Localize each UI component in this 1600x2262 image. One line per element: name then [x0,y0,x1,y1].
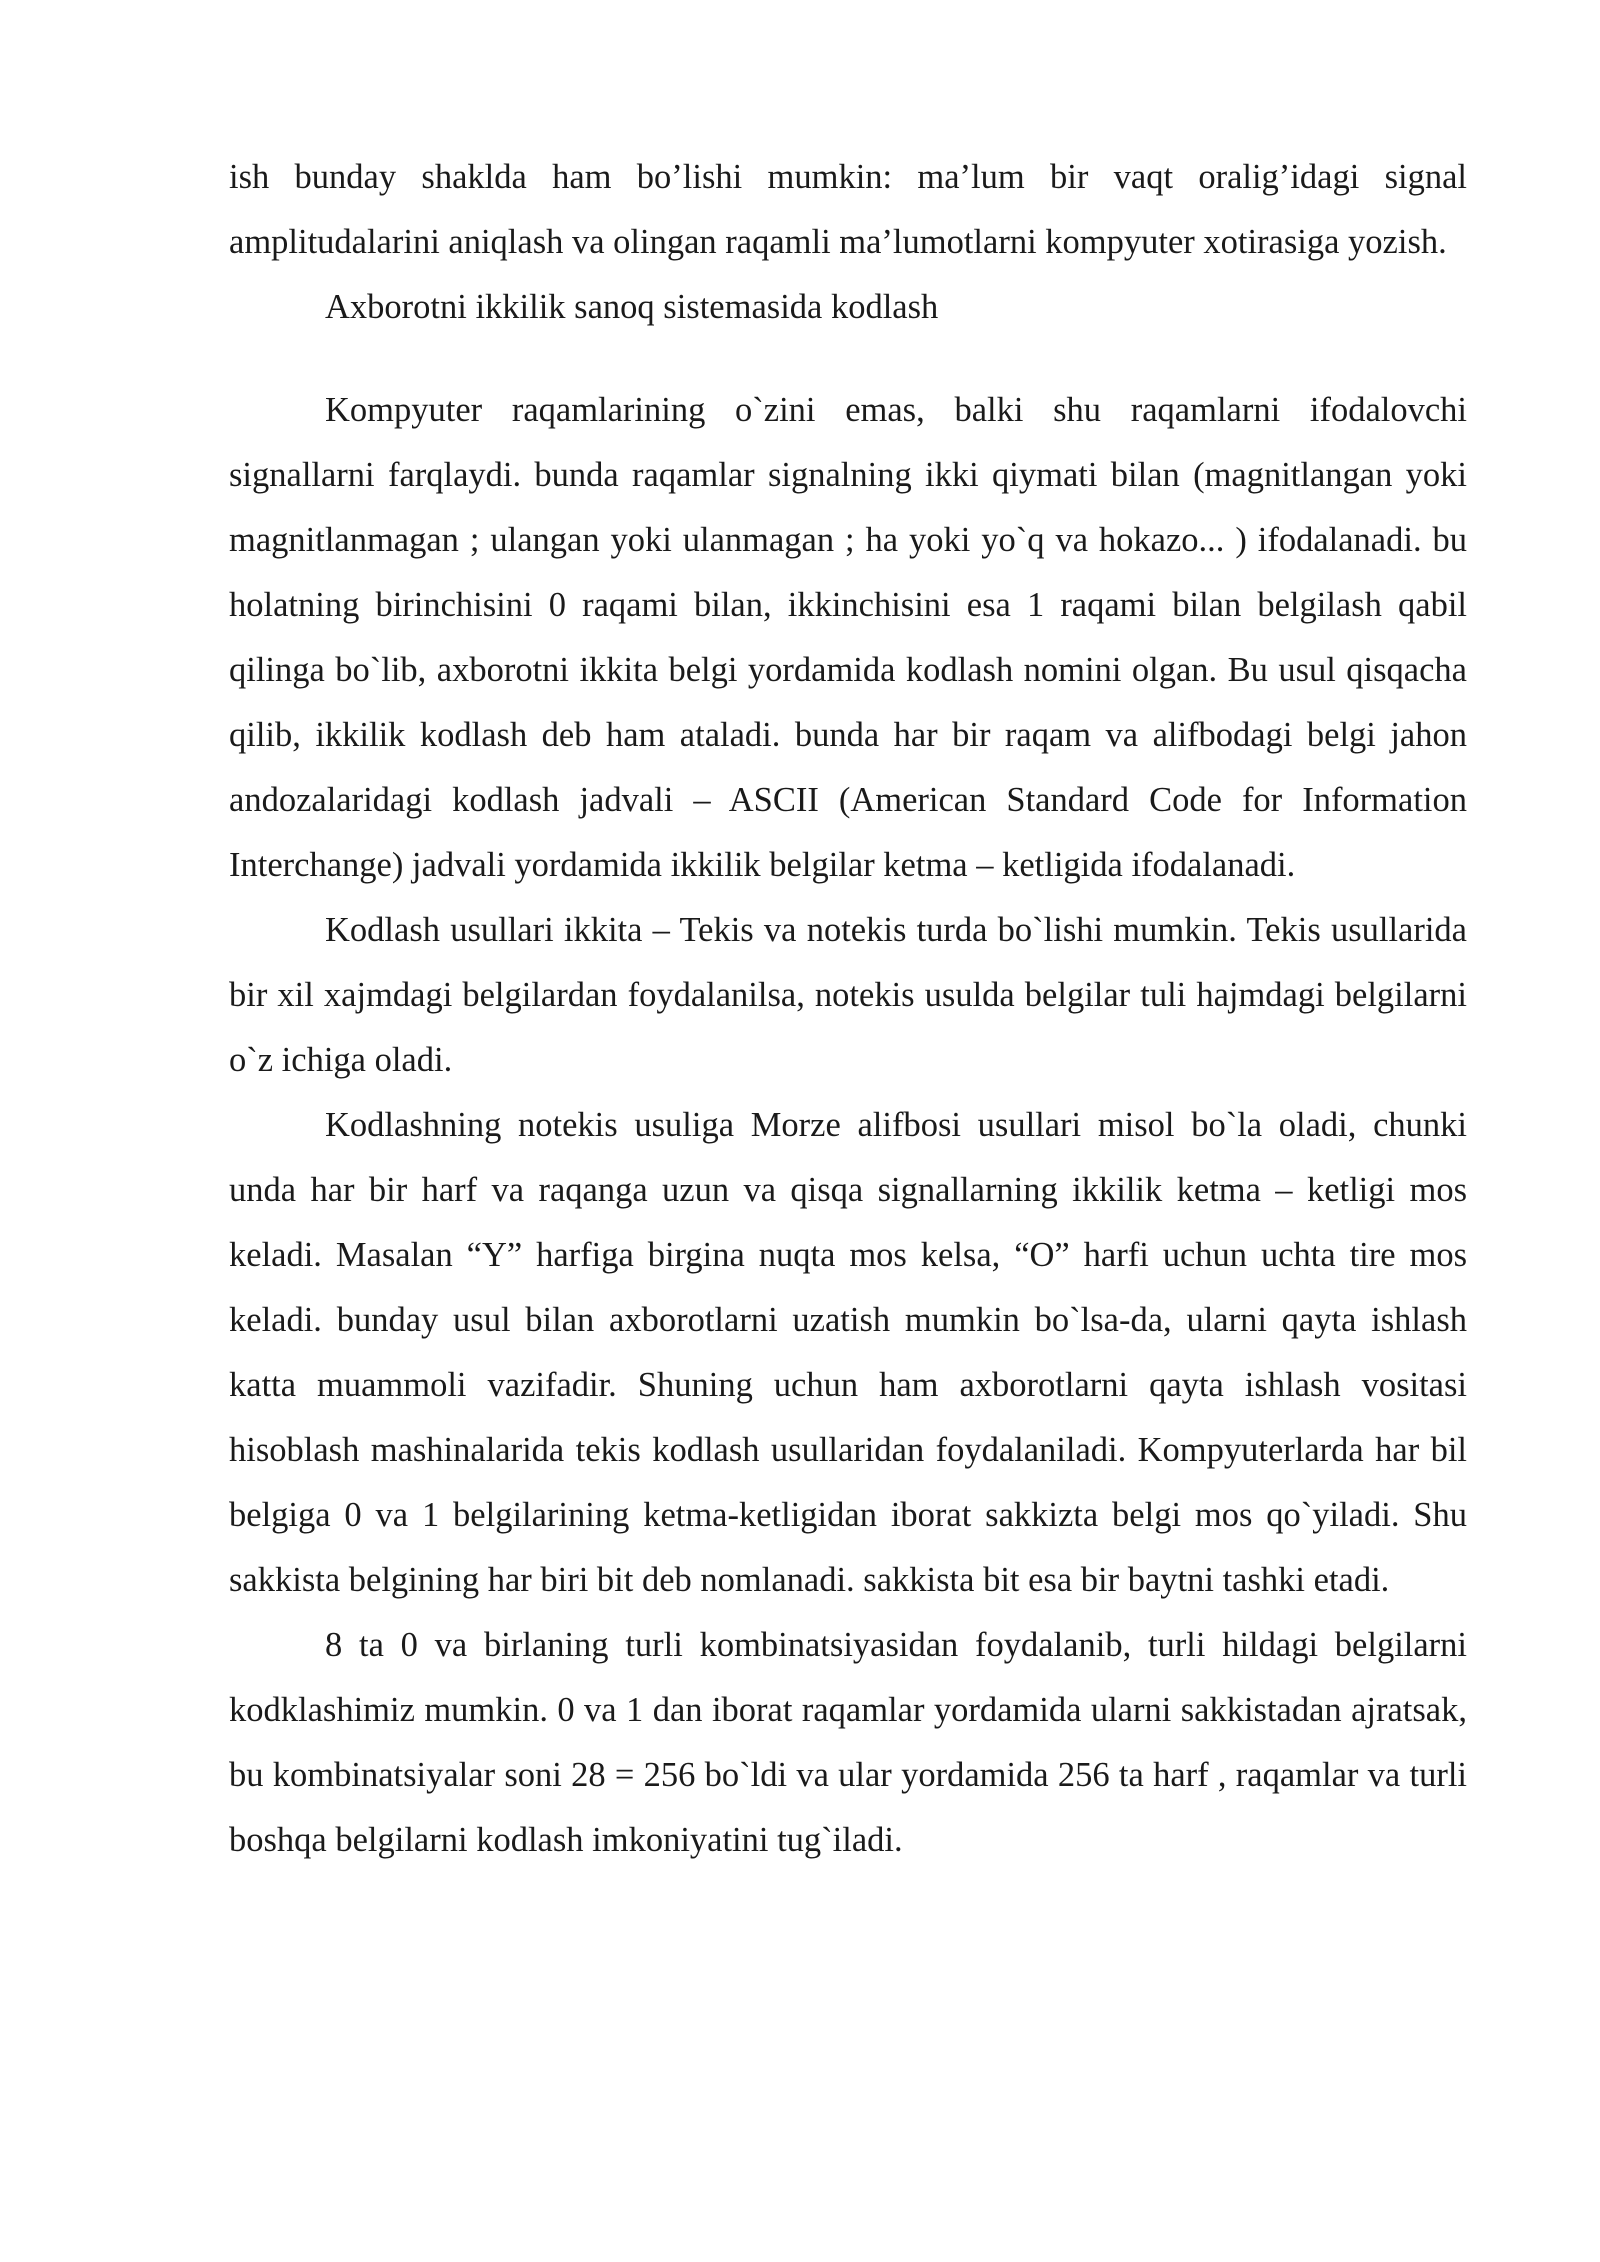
paragraph-continuation: ish bunday shaklda ham bo’lishi mumkin: ma’lum bir vaqt oralig’idagi signal amplitudalarini aniqlash va olingan raqamli ma’lumotlarni kompyuter xotirasiga yozish. [229,158,1467,261]
section-heading: Axborotni ikkilik sanoq sistemasida kodlash [325,288,939,326]
paragraph-bit-combinations: 8 ta 0 va birlaning turli kombinatsiyasidan foydalanib, turli hildagi belgilarni kodklashimiz mumkin. 0 va 1 dan iborat raqamlar yordamida ularni sakkistadan ajratsak, bu kombinatsiyalar soni 28 = 256 bo`ldi va ular yordamida 256 ta harf , raqamlar va turli boshqa belgilarni kodlash imkoniyatini tug`iladi. [229,1626,1467,1859]
document-body [229,145,1467,1873]
paragraph-morse-coding: Kodlashning notekis usuliga Morze alifbosi usullari misol bo`la oladi, chunki unda har bir harf va raqanga uzun va qisqa signallarning ikkilik ketma – ketligi mos keladi. Masalan “Y” harfiga birgina nuqta mos kelsa, “O” harfi uchun uchta tire mos keladi. bunday usul bilan axborotlarni uzatish mumkin bo`lsa-da, ularni qayta ishlash katta muammoli vazifadir. Shuning uchun ham axborotlarni qayta ishlash vositasi hisoblash mashinalarida tekis kodlash usullaridan foydalaniladi. Kompyuterlarda har bil belgiga 0 va 1 belgilarining ketma-ketligidan iborat sakkizta belgi mos qo`yiladi. Shu sakkista belgining har biri bit deb nomlanadi. sakkista bit esa bir baytni tashki etadi. [229,1106,1467,1599]
paragraph-coding-methods: Kodlash usullari ikkita – Tekis va notekis turda bo`lishi mumkin. Tekis usullarida bir xil xajmdagi belgilardan foydalanilsa, notekis usulda belgilar tuli hajmdagi belgilarni o`z ichiga oladi. [229,911,1467,1079]
paragraph-binary-signals: Kompyuter raqamlarining o`zini emas, balki shu raqamlarni ifodalovchi signallarni farqlaydi. bunda raqamlar signalning ikki qiymati bilan (magnitlangan yoki magnitlanmagan ; ulangan yoki ulanmagan ; ha yoki yo`q va hokazo... ) ifodalanadi. bu holatning birinchisini 0 raqami bilan, ikkinchisini esa 1 raqami bilan belgilash qabil qilinga bo`lib, axborotni ikkita belgi yordamida kodlash nomini olgan. Bu usul qisqacha qilib, ikkilik kodlash deb ham ataladi. bunda har bir raqam va alifbodagi belgi jahon andozalaridagi kodlash jadvali – ASCII (American Standard Code for Information Interchange) jadvali yordamida ikkilik belgilar ketma – ketligida ifodalanadi. [229,391,1467,884]
